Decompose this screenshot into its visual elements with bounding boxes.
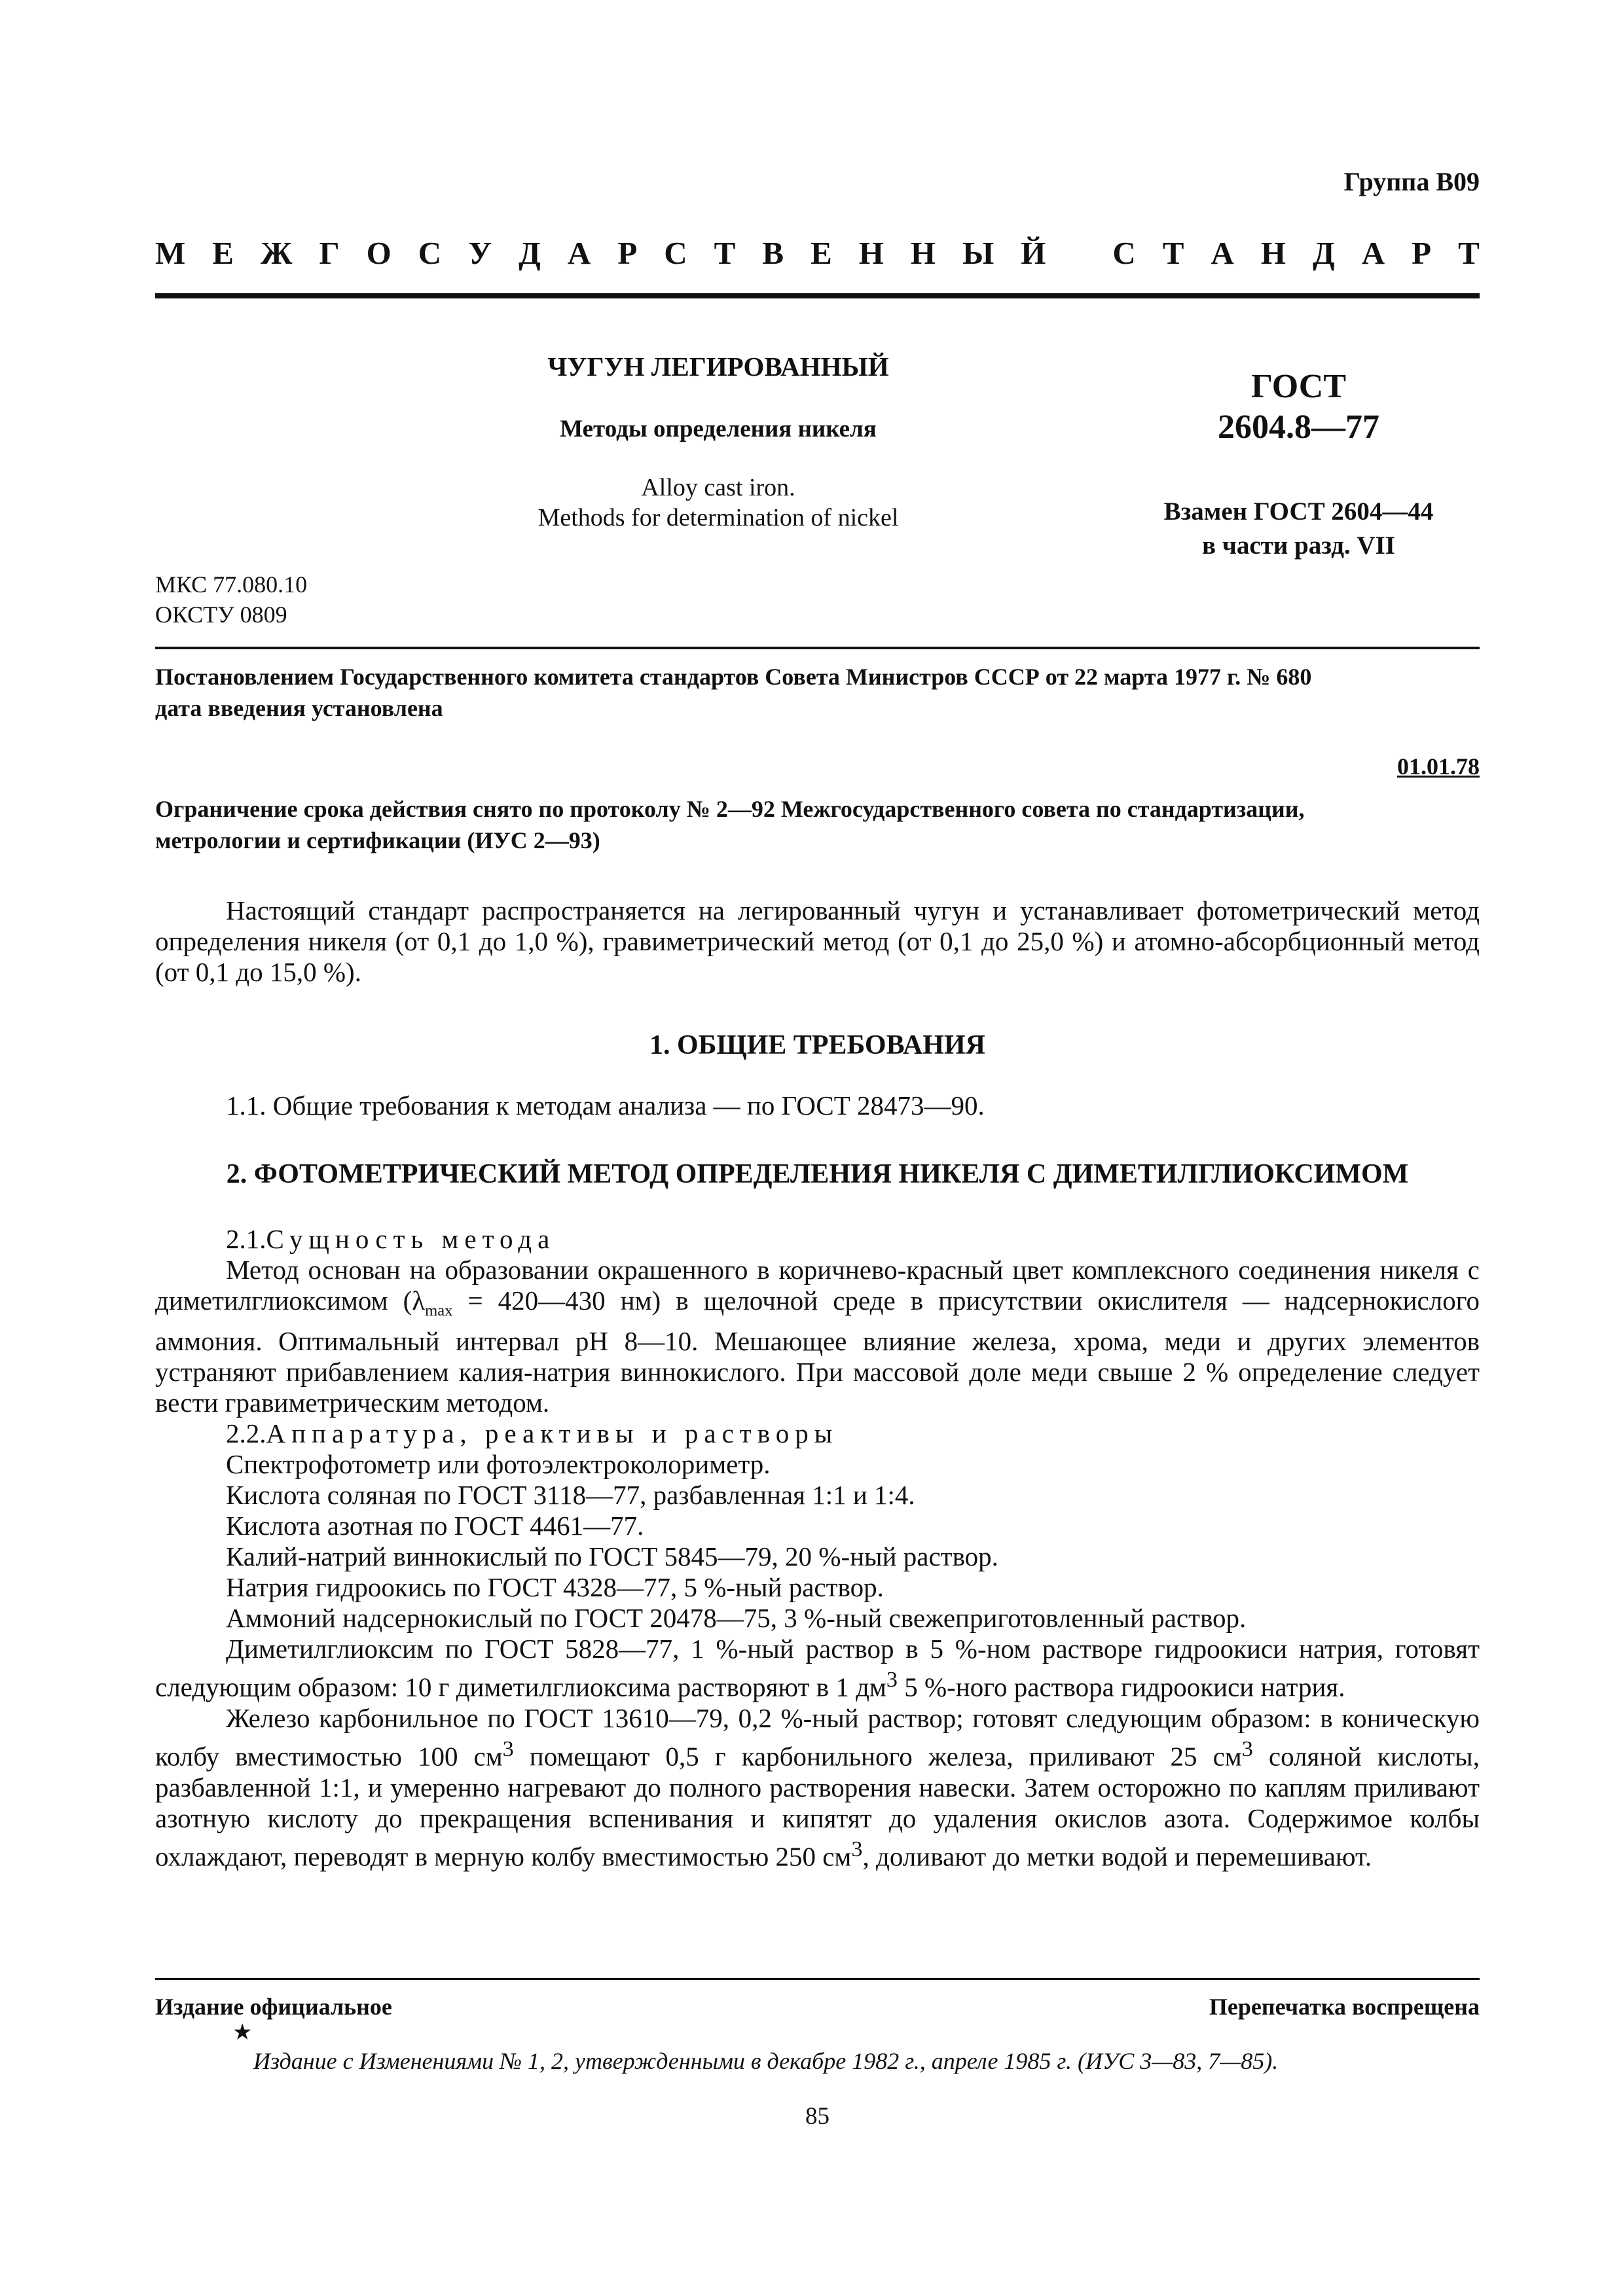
carbonyl-iron-paragraph <box>155 1703 1480 1872</box>
replaces-line2: в части разд. VII <box>1202 531 1395 560</box>
gost-block <box>1118 367 1480 563</box>
document-subtitle: Методы определения никеля <box>560 416 877 442</box>
banner-letter: Д <box>519 235 541 271</box>
banner-letter: Н <box>910 235 936 271</box>
reagent-item: Калий-натрий виннокислый по ГОСТ 5845—79, 20 %-ный раствор. <box>226 1541 998 1572</box>
clause-2-1-text-b: = 420—430 нм) в щелочной среде в присутствии окислителя — надсернокислого аммония. Оптимальный интервал pH 8—10. Мешающее влияние железа, хрома, меди и других элементов устраняют прибавлением калия-натрия виннокислого. При массовой доле меди свыше 2 % определение следует вести гравиметрическим методом. <box>155 1285 1480 1418</box>
limitation-block <box>155 793 1480 856</box>
star-icon: ★ <box>232 2020 253 2045</box>
classification-codes <box>155 569 307 630</box>
resolution-block <box>155 661 1480 724</box>
dmg-superscript: 3 <box>886 1668 898 1693</box>
section1-paragraph: 1.1. Общие требования к методам анализа — по ГОСТ 28473—90. <box>226 1090 985 1121</box>
banner-gap <box>1072 234 1085 272</box>
banner-letter: О <box>366 235 392 271</box>
document-page <box>155 0 1480 2296</box>
banner-letter: Т <box>714 235 736 271</box>
standard-banner <box>155 234 1480 272</box>
clause-2-1-title <box>155 1224 1480 1255</box>
section1-body <box>155 1090 1480 1121</box>
header-rule <box>155 293 1480 298</box>
reagent-item: Аммоний надсернокислый по ГОСТ 20478—75, 3 %-ный свежеприготовленный раствор. <box>226 1603 1247 1634</box>
english-title-line2: Methods for determination of nickel <box>538 504 899 531</box>
clause-2-2-heading: Аппаратура, реактивы и растворы <box>266 1418 839 1449</box>
group-label: Группа В09 <box>1343 167 1480 196</box>
footer-rule <box>155 1978 1480 1980</box>
page-number: 85 <box>805 2103 830 2130</box>
intro-paragraph <box>155 895 1480 988</box>
clause-2-1-text <box>155 1255 1480 1418</box>
section2-body <box>155 1224 1480 1872</box>
replaces-note <box>1118 495 1480 563</box>
clause-2-1-heading: Сущность метода <box>266 1224 556 1254</box>
resolution-line2: дата введения установлена <box>155 695 443 721</box>
banner-letter: У <box>468 235 492 271</box>
resolution-line1: Постановлением Государственного комитета стандартов Совета Министров СССР от 22 марта 1977 г. № 680 <box>155 664 1312 690</box>
document-title: ЧУГУН ЛЕГИРОВАННЫЙ <box>547 351 889 382</box>
banner-letter: Т <box>1458 235 1480 271</box>
reagent-item: Натрия гидроокись по ГОСТ 4328—77, 5 %-ный раствор. <box>226 1572 884 1603</box>
intro-text: Настоящий стандарт распространяется на легированный чугун и устанавливает фотометрический метод определения никеля (от 0,1 до 1,0 %), гравиметрический метод (от 0,1 до 25,0 %) и атомно-абсорбционный метод (от 0,1 до 15,0 %). <box>155 895 1480 987</box>
section2-heading: 2. ФОТОМЕТРИЧЕСКИЙ МЕТОД ОПРЕДЕЛЕНИЯ НИКЕЛЯ С ДИМЕТИЛГЛИОКСИМОМ <box>226 1159 1409 1189</box>
lambda-subscript: max <box>425 1302 453 1320</box>
banner-letter: Р <box>617 235 638 271</box>
banner-letter: М <box>155 235 186 271</box>
reagent-item: Спектрофотометр или фотоэлектроколориметр. <box>226 1449 771 1480</box>
dimethylglyoxime-paragraph <box>155 1634 1480 1703</box>
limitation-line1: Ограничение срока действия снято по протоколу № 2—92 Межгосударственного совета по стандартизации, <box>155 796 1305 822</box>
section1-heading: 1. ОБЩИЕ ТРЕБОВАНИЯ <box>649 1030 985 1060</box>
banner-letter: Р <box>1412 235 1432 271</box>
banner-letter: С <box>1112 235 1136 271</box>
edition-note: Издание с Изменениями № 1, 2, утвержденными в декабре 1982 г., апреле 1985 г. (ИУС 3—83, 7—85). <box>253 2048 1279 2074</box>
reagent-item: Кислота азотная по ГОСТ 4461—77. <box>226 1511 644 1541</box>
introduction-date: 01.01.78 <box>1397 753 1480 780</box>
banner-letter: А <box>1211 235 1234 271</box>
clause-2-1-text-a: Метод основан на образовании окрашенного в коричнево-красный цвет комплексного соединения никеля с диметилглиоксимом (λ <box>155 1255 1480 1316</box>
banner-letter: В <box>762 235 784 271</box>
clause-2-2-number: 2.2. <box>226 1418 266 1449</box>
limitation-line2: метрологии и сертификации (ИУС 2—93) <box>155 827 600 853</box>
banner-letter: С <box>664 235 687 271</box>
title-block <box>358 351 1078 533</box>
dmg-text-b: 5 %-ного раствора гидроокиси натрия. <box>897 1672 1345 1702</box>
iron-superscript-1: 3 <box>502 1736 514 1761</box>
banner-letter: Й <box>1021 235 1046 271</box>
okstu-code: ОКСТУ 0809 <box>155 601 287 628</box>
replaces-line1: Взамен ГОСТ 2604—44 <box>1163 497 1434 526</box>
official-edition-label: Издание официальное <box>155 1994 392 2020</box>
mks-code: МКС 77.080.10 <box>155 571 308 598</box>
banner-letter: А <box>1361 235 1385 271</box>
banner-letter: Ж <box>260 235 293 271</box>
iron-superscript-3: 3 <box>851 1837 863 1861</box>
dmg-text-a: Диметилглиоксим по ГОСТ 5828—77, 1 %-ный раствор в 5 %-ном растворе гидроокиси натрия, готовят следующим образом: 10 г диметилглиоксима растворяют в 1 дм <box>155 1634 1480 1702</box>
clause-2-1-number: 2.1. <box>226 1224 266 1254</box>
banner-letter: А <box>567 235 591 271</box>
banner-letter: С <box>418 235 442 271</box>
banner-letter: Т <box>1162 235 1184 271</box>
banner-letter: Ы <box>962 235 994 271</box>
english-title-line1: Alloy cast iron. <box>641 474 795 501</box>
reagent-list <box>155 1449 1480 1634</box>
banner-letter: Е <box>212 235 234 271</box>
banner-letter: Н <box>858 235 884 271</box>
iron-superscript-2: 3 <box>1241 1736 1253 1761</box>
english-title <box>358 473 1078 533</box>
gost-number: 2604.8—77 <box>1218 408 1379 446</box>
banner-letter: Е <box>811 235 832 271</box>
gost-label: ГОСТ <box>1250 368 1347 405</box>
banner-letter: Н <box>1260 235 1286 271</box>
iron-text-c: соляной кислоты, разбавленной 1:1, и умеренно нагревают до полного растворения навески. Затем осторожно по каплям приливают азотную кислоту до прекращения вспенивания и кипятят до удаления окислов азота. Содержимое колбы охлаждают, переводят в мерную колбу вместимостью 250 см <box>155 1741 1480 1872</box>
clause-2-2-title <box>155 1418 1480 1449</box>
banner-letter: Г <box>319 235 340 271</box>
iron-text-d: , доливают до метки водой и перемешивают. <box>862 1841 1372 1872</box>
iron-text-a: Железо карбонильное по ГОСТ 13610—79, 0,2 %-ный раствор; готовят следующим образом: в коническую колбу вместимостью 100 см <box>155 1702 1480 1772</box>
codes-rule <box>155 647 1480 649</box>
reprint-prohibited-label: Перепечатка воспрещена <box>1209 1994 1480 2020</box>
iron-text-b: помещают 0,5 г карбонильного железа, приливают 25 см <box>513 1741 1242 1772</box>
banner-letter: Д <box>1313 235 1335 271</box>
reagent-item: Кислота соляная по ГОСТ 3118—77, разбавленная 1:1 и 1:4. <box>226 1480 915 1511</box>
